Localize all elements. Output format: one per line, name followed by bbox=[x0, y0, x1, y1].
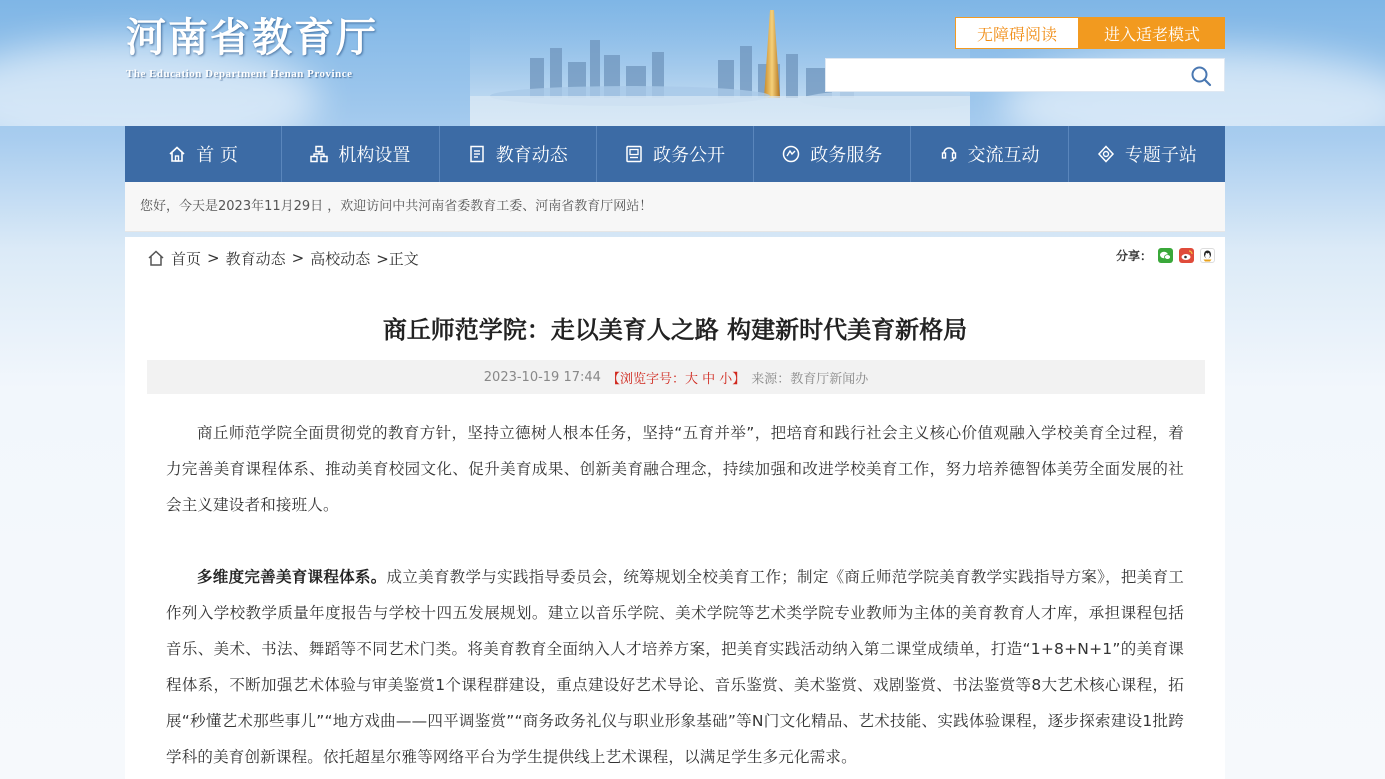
qq-share-icon[interactable] bbox=[1200, 248, 1215, 263]
share-bar bbox=[1116, 247, 1215, 264]
article-source: 来源：教育厅新闻办 bbox=[751, 371, 869, 387]
interaction-icon bbox=[940, 145, 958, 163]
breadcrumb-current: >正文 bbox=[376, 249, 419, 268]
nav-item-government-affairs[interactable] bbox=[597, 126, 754, 182]
search-box bbox=[825, 58, 1225, 92]
nav-item-label: 机构设置 bbox=[338, 145, 411, 166]
nav-item-education-news[interactable] bbox=[440, 126, 597, 182]
nav-item-organization[interactable] bbox=[282, 126, 439, 182]
site-logo[interactable] bbox=[126, 14, 378, 80]
font-size-switcher[interactable]: 【浏览字号：大 中 小】 bbox=[606, 371, 746, 387]
top-buttons bbox=[955, 17, 1225, 49]
article-paragraph bbox=[166, 559, 1184, 775]
welcome-bar: 您好，今天是2023年11月29日 ，欢迎访问中共河南省委教育工委、河南省教育厅网站！ bbox=[125, 182, 1225, 232]
nav-item-home[interactable] bbox=[125, 126, 282, 182]
home-icon bbox=[147, 249, 165, 267]
article-body bbox=[166, 415, 1184, 775]
wechat-share-icon[interactable] bbox=[1158, 248, 1173, 263]
nav-item-topic-sites[interactable] bbox=[1069, 126, 1225, 182]
paragraph-spacer bbox=[166, 523, 1184, 559]
topic-icon bbox=[1097, 145, 1115, 163]
article-meta bbox=[147, 360, 1205, 394]
weibo-share-icon[interactable] bbox=[1179, 248, 1194, 263]
gov-open-icon bbox=[625, 145, 643, 163]
article-paragraph: 商丘师范学院全面贯彻党的教育方针，坚持立德树人根本任务，坚持“五育并举”，把培育和践行社会主义核心价值观融入学校美育全过程，着力完善美育课程体系、推动美育校园文化、促升美育成果、创新美育融合理念，持续加强和改进学校美育工作，努力培养德智体美劳全面发展的社会主义建设者和接班人。 bbox=[166, 424, 1184, 514]
article-date: 2023-10-19 17:44 bbox=[483, 369, 601, 385]
home-icon bbox=[168, 145, 186, 163]
share-label: 分享： bbox=[1115, 249, 1152, 263]
nav-item-label: 交流互动 bbox=[967, 145, 1040, 166]
main-nav bbox=[125, 126, 1225, 182]
site-header bbox=[0, 0, 1385, 126]
breadcrumb bbox=[147, 247, 419, 269]
nav-item-label: 首 页 bbox=[196, 145, 238, 166]
news-icon bbox=[468, 145, 486, 163]
breadcrumb-education-news-link[interactable]: 教育动态 bbox=[225, 249, 286, 268]
search-icon[interactable] bbox=[1190, 65, 1212, 87]
accessibility-reading-button[interactable]: 无障碍阅读 bbox=[955, 17, 1079, 49]
article-title: 商丘师范学院：走以美育人之路 构建新时代美育新格局 bbox=[382, 316, 968, 344]
nav-item-label: 政务服务 bbox=[810, 145, 883, 166]
paragraph-heading: 多维度完善美育课程体系。 bbox=[197, 568, 387, 586]
nav-item-interaction[interactable] bbox=[911, 126, 1068, 182]
breadcrumb-separator: > bbox=[207, 249, 220, 267]
nav-item-label: 教育动态 bbox=[495, 145, 568, 166]
elder-mode-button[interactable]: 进入适老模式 bbox=[1079, 17, 1225, 49]
nav-item-government-service[interactable] bbox=[754, 126, 911, 182]
org-icon bbox=[310, 145, 328, 163]
paragraph-text: 成立美育教学与实践指导委员会，统筹规划全校美育工作；制定《商丘师范学院美育教学实践指导方案》，把美育工作列入学校教学质量年度报告与学校十四五发展规划。建立以音乐学院、美术学院等艺术类学院专业教师为主体的美育教育人才库，承担课程包括音乐、美术、书法、舞蹈等不同艺术门类。将美育教育全面纳入人才培养方案，把美育实践活动纳入第二课堂成绩单，打造“1+8+N+1”的美育课程体系，不断加强艺术体验与审美鉴赏1个课程群建设，重点建设好艺术导论、音乐鉴赏、美术鉴赏、戏剧鉴赏、书法鉴赏等8大艺术核心课程，拓展“秒懂艺术那些事儿”“地方戏曲——四平调鉴赏”“商务政务礼仪与职业形象基础”等N门文化精品、艺术技能、实践体验课程，逐步探索建设1批跨学科的美育创新课程。依托超星尔雅等网络平台为学生提供线上艺术课程，以满足学生多元化需求。 bbox=[166, 568, 1184, 766]
logo-english-title: The Education Department Henan Province bbox=[126, 68, 353, 80]
nav-item-label: 政务公开 bbox=[652, 145, 725, 166]
nav-item-label: 专题子站 bbox=[1124, 145, 1197, 166]
service-icon bbox=[782, 145, 800, 163]
article-panel bbox=[125, 237, 1225, 779]
search-input[interactable] bbox=[834, 59, 1178, 91]
breadcrumb-separator: > bbox=[291, 249, 305, 267]
breadcrumb-university-news-link[interactable]: 高校动态 bbox=[310, 249, 371, 268]
logo-chinese-title: 河南省教育厅 bbox=[126, 14, 378, 61]
breadcrumb-home-link[interactable]: 首页 bbox=[171, 249, 202, 268]
